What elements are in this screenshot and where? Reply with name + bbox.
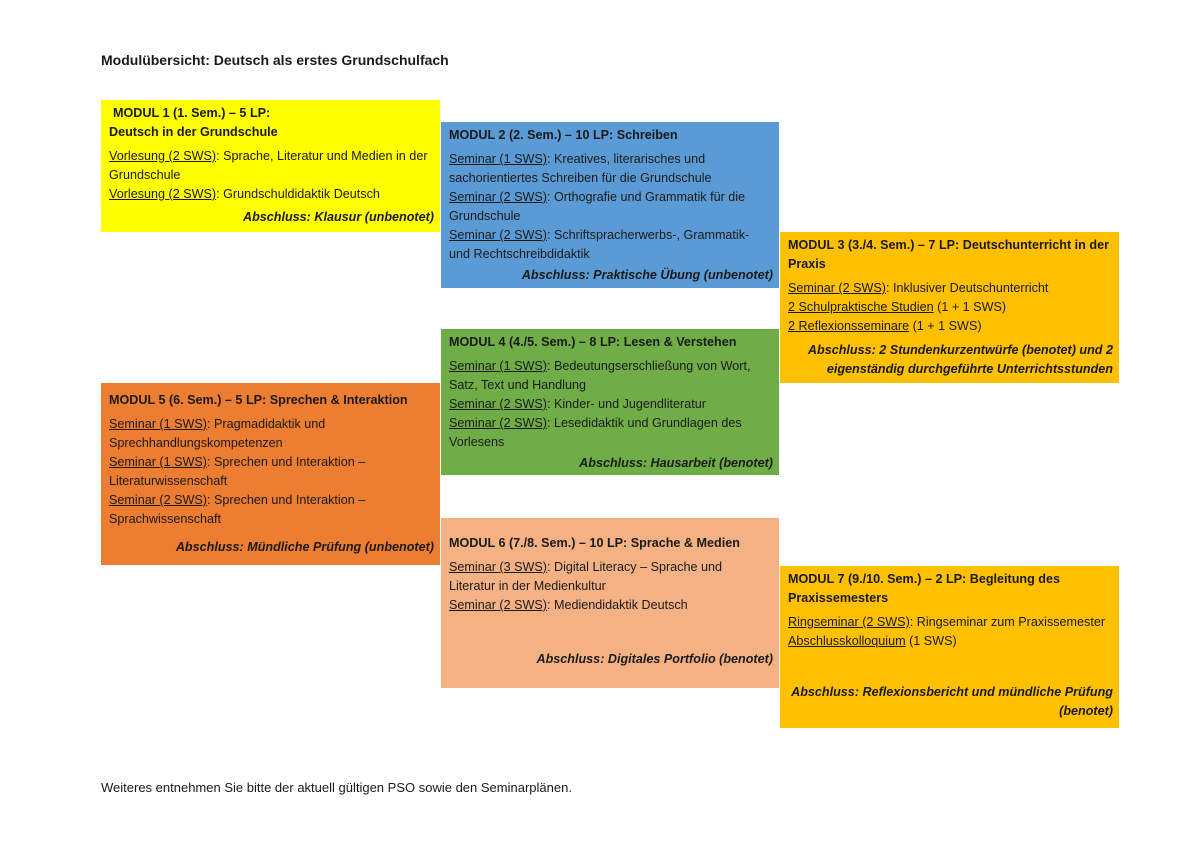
module-5-course-1 <box>109 415 432 453</box>
course-type: Seminar (2 SWS) <box>449 190 547 204</box>
course-type: Seminar (1 SWS) <box>109 455 207 469</box>
module-7-box <box>780 566 1119 728</box>
course-type: Seminar (2 SWS) <box>788 281 886 295</box>
module-5-course-2 <box>109 453 432 491</box>
course-type: Seminar (2 SWS) <box>449 416 547 430</box>
course-description: : Digital Literacy – Sprache und Literatur in der Medienkultur <box>449 560 722 593</box>
module-5-heading: MODUL 5 (6. Sem.) – 5 LP: Sprechen & Interaktion <box>109 393 408 407</box>
footer-note: Weiteres entnehmen Sie bitte der aktuell gültigen PSO sowie den Seminarplänen. <box>101 780 572 795</box>
course-description: : Orthografie und Grammatik für die Grundschule <box>449 190 746 223</box>
module-4-course-3 <box>449 414 771 452</box>
course-type: 2 Schulpraktische Studien <box>788 300 934 314</box>
course-description: : Lesedidaktik und Grundlagen des Vorlesens <box>449 416 742 449</box>
module-4-course-2 <box>449 395 771 414</box>
module-1-course-2 <box>109 185 432 204</box>
course-type: Seminar (3 SWS) <box>449 560 547 574</box>
course-type: Seminar (2 SWS) <box>449 598 547 612</box>
module-4-exam: Abschluss: Hausarbeit (benotet) <box>579 456 773 470</box>
module-4-course-1 <box>449 357 771 395</box>
course-type: 2 Reflexionsseminare <box>788 319 910 333</box>
course-type: Ringseminar (2 SWS) <box>788 615 910 629</box>
course-description: : Kinder- und Jugendliteratur <box>546 397 706 411</box>
module-6-heading: MODUL 6 (7./8. Sem.) – 10 LP: Sprache & Medien <box>449 536 740 550</box>
module-3-box <box>780 232 1119 383</box>
course-type: Vorlesung (2 SWS) <box>109 149 217 163</box>
course-type: Seminar (2 SWS) <box>109 493 207 507</box>
course-type: Seminar (2 SWS) <box>449 228 547 242</box>
module-3-course-3 <box>788 317 1111 336</box>
course-description: : Ringseminar zum Praxissemester <box>909 615 1106 629</box>
module-3-course-1 <box>788 279 1111 298</box>
course-type: Seminar (2 SWS) <box>449 397 547 411</box>
course-description: : Schriftspracherwerbs-, Grammatik- und Rechtschreibdidaktik <box>449 228 750 261</box>
course-type: Seminar (1 SWS) <box>449 152 547 166</box>
module-3-exam: Abschluss: 2 Stundenkurzentwürfe (benotet) und 2 eigenständig durchgeführte Unterrichtsstunden <box>807 343 1113 376</box>
module-7-course-1 <box>788 613 1111 632</box>
module-2-box <box>441 122 779 288</box>
module-7-course-2 <box>788 632 1111 651</box>
course-description: (1 + 1 SWS) <box>933 300 1007 314</box>
module-1-course-1 <box>109 147 432 185</box>
module-1-heading-line2: Deutsch in der Grundschule <box>109 125 278 139</box>
module-4-box <box>441 329 779 475</box>
course-description: : Pragmadidaktik und Sprechhandlungskompetenzen <box>109 417 326 450</box>
module-2-heading: MODUL 2 (2. Sem.) – 10 LP: Schreiben <box>449 128 678 142</box>
course-description: : Grundschuldidaktik Deutsch <box>216 187 380 201</box>
module-5-course-3 <box>109 491 432 529</box>
module-1-heading-line1: MODUL 1 (1. Sem.) – 5 LP: <box>113 106 271 120</box>
module-5-box <box>101 383 440 565</box>
course-type: Seminar (1 SWS) <box>109 417 207 431</box>
module-2-course-3 <box>449 226 771 264</box>
course-description: (1 SWS) <box>905 634 957 648</box>
course-description: : Sprache, Literatur und Medien in der Grundschule <box>109 149 428 182</box>
module-2-course-2 <box>449 188 771 226</box>
course-description: : Sprechen und Interaktion – Sprachwissenschaft <box>109 493 366 526</box>
module-6-exam: Abschluss: Digitales Portfolio (benotet) <box>536 652 773 666</box>
page-title: Modulübersicht: Deutsch als erstes Grundschulfach <box>101 52 449 68</box>
module-6-box <box>441 518 779 688</box>
course-type: Seminar (1 SWS) <box>449 359 547 373</box>
module-7-heading: MODUL 7 (9./10. Sem.) – 2 LP: Begleitung des Praxissemesters <box>788 572 1060 605</box>
module-5-exam: Abschluss: Mündliche Prüfung (unbenotet) <box>175 540 434 554</box>
module-2-course-1 <box>449 150 771 188</box>
module-1-box <box>101 100 440 232</box>
course-description: (1 + 1 SWS) <box>909 319 982 333</box>
course-type: Vorlesung (2 SWS) <box>109 187 217 201</box>
course-description: : Kreatives, literarisches und sachorientiertes Schreiben für die Grundschule <box>449 152 712 185</box>
module-3-heading: MODUL 3 (3./4. Sem.) – 7 LP: Deutschunterricht in der Praxis <box>788 238 1109 271</box>
module-6-course-1 <box>449 558 771 596</box>
module-1-heading <box>109 104 432 142</box>
module-7-exam: Abschluss: Reflexionsbericht und mündliche Prüfung (benotet) <box>791 685 1113 718</box>
module-4-heading: MODUL 4 (4./5. Sem.) – 8 LP: Lesen & Verstehen <box>449 335 737 349</box>
course-description: : Inklusiver Deutschunterricht <box>885 281 1049 295</box>
module-3-course-2 <box>788 298 1111 317</box>
module-6-course-2 <box>449 596 771 615</box>
module-2-exam: Abschluss: Praktische Übung (unbenotet) <box>521 268 773 282</box>
course-description: : Bedeutungserschließung von Wort, Satz, Text und Handlung <box>449 359 751 392</box>
course-description: : Mediendidaktik Deutsch <box>546 598 688 612</box>
course-description: : Sprechen und Interaktion – Literaturwissenschaft <box>109 455 366 488</box>
course-type: Abschlusskolloquium <box>788 634 906 648</box>
module-1-exam: Abschluss: Klausur (unbenotet) <box>242 210 434 224</box>
